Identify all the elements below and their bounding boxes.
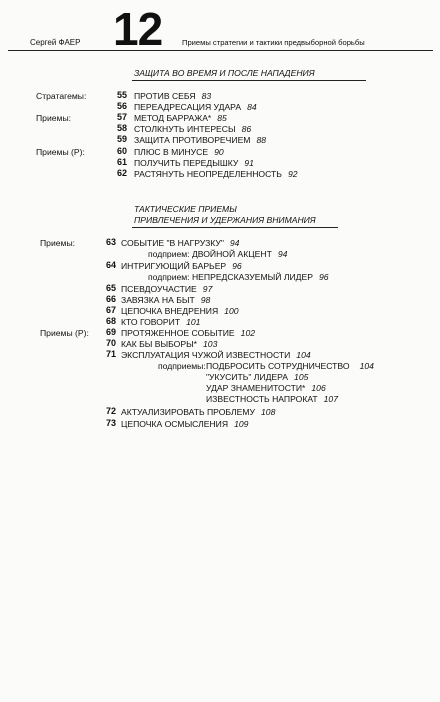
entry-title: ПЕРЕАДРЕСАЦИЯ УДАРА bbox=[134, 102, 242, 112]
entry-number: 64 bbox=[105, 260, 116, 270]
sub-entry[interactable] bbox=[206, 361, 374, 371]
entry-page: 92 bbox=[287, 169, 298, 179]
toc-entry[interactable] bbox=[134, 124, 251, 134]
label-techniques-r: Приемы (Р): bbox=[36, 147, 85, 157]
entry-page: 101 bbox=[186, 317, 201, 327]
entry-page: 100 bbox=[224, 306, 239, 316]
entry-title: ПЛЮС В МИНУСЕ bbox=[134, 147, 209, 157]
toc-entry[interactable] bbox=[134, 158, 254, 168]
sub-label: подприем: bbox=[148, 272, 190, 282]
toc-entry[interactable] bbox=[134, 91, 211, 101]
entry-title: ПРОТИВ СЕБЯ bbox=[134, 91, 196, 101]
entry-page: 86 bbox=[241, 124, 252, 134]
entry-number: 71 bbox=[105, 349, 116, 359]
entry-number: 61 bbox=[116, 157, 127, 167]
toc-entry[interactable] bbox=[121, 328, 255, 338]
toc-entry[interactable] bbox=[121, 238, 239, 248]
label-techniques: Приемы: bbox=[36, 113, 72, 123]
entry-number: 69 bbox=[105, 327, 116, 337]
author-name: Сергей ФАЕР bbox=[30, 38, 81, 47]
entry-number: 72 bbox=[105, 406, 116, 416]
entry-number: 73 bbox=[105, 418, 116, 428]
entry-page: 90 bbox=[214, 147, 224, 157]
entry-title: КАК БЫ ВЫБОРЫ* bbox=[121, 339, 198, 349]
toc-entry[interactable] bbox=[121, 339, 217, 349]
entry-title: ЭКСПЛУАТАЦИЯ ЧУЖОЙ ИЗВЕСТНОСТИ bbox=[121, 350, 291, 360]
entry-title: ПОЛУЧИТЬ ПЕРЕДЫШКУ bbox=[134, 158, 239, 168]
entry-page: 102 bbox=[240, 328, 256, 338]
entry-page: 88 bbox=[256, 135, 267, 145]
entry-title: ЦЕПОЧКА ОСМЫСЛЕНИЯ bbox=[121, 419, 229, 429]
entry-page: 109 bbox=[234, 419, 249, 429]
toc-entry[interactable] bbox=[121, 295, 210, 305]
toc-entry[interactable] bbox=[121, 350, 311, 360]
sub-title: ДВОЙНОЙ АКЦЕНТ bbox=[191, 249, 272, 259]
sub-title: ИЗВЕСТНОСТЬ НАПРОКАТ bbox=[206, 394, 318, 404]
toc-entry[interactable] bbox=[134, 113, 227, 123]
entry-title: АКТУАЛИЗИРОВАТЬ ПРОБЛЕМУ bbox=[121, 407, 256, 417]
chapter-number: 12 bbox=[113, 3, 163, 55]
sub-label: подприем: bbox=[148, 249, 190, 259]
toc-entry[interactable] bbox=[121, 306, 239, 316]
entry-title: РАСТЯНУТЬ НЕОПРЕДЕЛЕННОСТЬ bbox=[134, 169, 282, 179]
section2-title-line1: ТАКТИЧЕСКИЕ ПРИЕМЫ bbox=[134, 204, 237, 214]
toc-entry[interactable] bbox=[134, 147, 224, 157]
entry-title: ЗАЩИТА ПРОТИВОРЕЧИЕМ bbox=[134, 135, 251, 145]
sub-page: 96 bbox=[318, 272, 329, 282]
entry-title: ПСЕВДОУЧАСТИЕ bbox=[121, 284, 197, 294]
sub-entry[interactable] bbox=[148, 272, 329, 282]
entry-title: ЦЕПОЧКА ВНЕДРЕНИЯ bbox=[121, 306, 219, 316]
toc-entry[interactable] bbox=[121, 284, 212, 294]
entry-number: 66 bbox=[105, 294, 116, 304]
toc-entry[interactable] bbox=[121, 261, 242, 271]
header-rule bbox=[8, 50, 433, 51]
entry-page: 108 bbox=[261, 407, 276, 417]
sub-page: 105 bbox=[294, 372, 309, 382]
entry-number: 67 bbox=[105, 305, 116, 315]
sub-entry[interactable] bbox=[206, 394, 338, 404]
entry-number: 55 bbox=[116, 90, 127, 100]
entry-title: СОБЫТИЕ "В НАГРУЗКУ" bbox=[121, 238, 224, 248]
entry-number: 60 bbox=[116, 146, 127, 156]
entry-page: 94 bbox=[229, 238, 240, 248]
entry-title: ПРОТЯЖЕННОЕ СОБЫТИЕ bbox=[121, 328, 235, 338]
entry-page: 85 bbox=[217, 113, 227, 123]
entry-page: 91 bbox=[244, 158, 254, 168]
section1-title-rule bbox=[132, 80, 366, 81]
entry-page: 98 bbox=[200, 295, 211, 305]
entry-number: 63 bbox=[105, 237, 116, 247]
sub-page: 107 bbox=[323, 394, 338, 404]
entry-page: 103 bbox=[203, 339, 218, 349]
toc-entry[interactable] bbox=[121, 407, 275, 417]
sub-title: "УКУСИТЬ" ЛИДЕРА bbox=[206, 372, 289, 382]
toc-entry[interactable] bbox=[121, 317, 200, 327]
entry-title: ИНТРИГУЮЩИЙ БАРЬЕР bbox=[121, 261, 227, 271]
entry-number: 65 bbox=[105, 283, 116, 293]
label-techniques-r: Приемы (Р): bbox=[40, 328, 89, 338]
entry-page: 96 bbox=[232, 261, 242, 271]
toc-entry[interactable] bbox=[134, 102, 257, 112]
sub-page: 94 bbox=[277, 249, 288, 259]
sub-title: УДАР ЗНАМЕНИТОСТИ* bbox=[206, 383, 306, 393]
entry-number: 58 bbox=[116, 123, 127, 133]
entry-number: 59 bbox=[116, 134, 127, 144]
entry-title: ЗАВЯЗКА НА БЫТ bbox=[121, 295, 195, 305]
entry-number: 68 bbox=[105, 316, 116, 326]
label-techniques: Приемы: bbox=[40, 238, 76, 248]
sub-entry[interactable] bbox=[206, 372, 308, 382]
entry-page: 97 bbox=[202, 284, 213, 294]
entry-number: 70 bbox=[105, 338, 116, 348]
section2-title-line2: ПРИВЛЕЧЕНИЯ И УДЕРЖАНИЯ ВНИМАНИЯ bbox=[134, 215, 316, 225]
sub-page: 106 bbox=[311, 383, 326, 393]
sub-entry[interactable] bbox=[206, 383, 326, 393]
running-title: Приемы стратегии и тактики предвыборной борьбы bbox=[182, 38, 365, 47]
entry-number: 56 bbox=[116, 101, 127, 111]
sub-label: подприемы: bbox=[158, 361, 206, 371]
entry-page: 83 bbox=[201, 91, 212, 101]
sub-page: 104 bbox=[359, 361, 374, 371]
sub-title: ПОДБРОСИТЬ СОТРУДНИЧЕСТВО bbox=[206, 361, 350, 371]
entry-page: 104 bbox=[296, 350, 311, 360]
entry-title: МЕТОД БАРРАЖА* bbox=[134, 113, 212, 123]
entry-title: КТО ГОВОРИТ bbox=[121, 317, 181, 327]
toc-entry[interactable] bbox=[134, 169, 298, 179]
section2-title-rule bbox=[132, 227, 338, 228]
entry-title: СТОЛКНУТЬ ИНТЕРЕСЫ bbox=[134, 124, 236, 134]
sub-title: НЕПРЕДСКАЗУЕМЫЙ ЛИДЕР bbox=[191, 272, 313, 282]
section1-title: ЗАЩИТА ВО ВРЕМЯ И ПОСЛЕ НАПАДЕНИЯ bbox=[134, 68, 315, 78]
entry-number: 57 bbox=[116, 112, 127, 122]
sub-entry[interactable] bbox=[148, 249, 287, 259]
entry-number: 62 bbox=[116, 168, 127, 178]
toc-entry[interactable] bbox=[134, 135, 266, 145]
toc-entry[interactable] bbox=[121, 419, 248, 429]
label-stratagems: Стратагемы: bbox=[36, 91, 87, 101]
entry-page: 84 bbox=[247, 102, 257, 112]
